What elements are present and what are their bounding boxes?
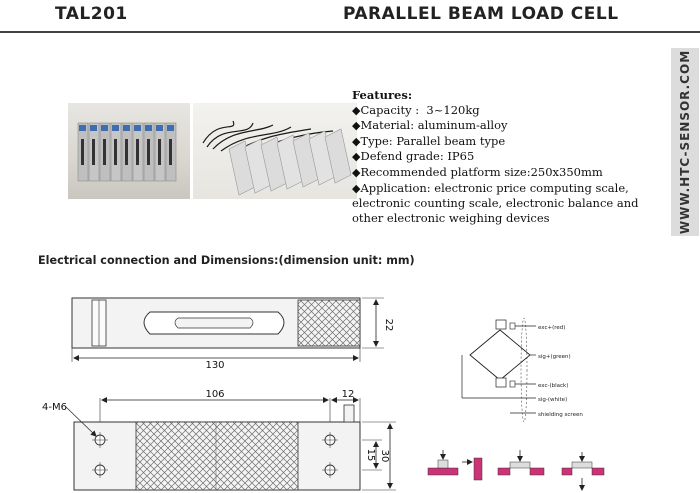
wire-label: exc+(red) bbox=[538, 325, 566, 331]
feature-text: Defend grade: IP65 bbox=[360, 149, 475, 164]
mount-icon-1 bbox=[428, 450, 458, 475]
feature-text: Capacity : 3~120kg bbox=[360, 102, 480, 117]
section-title: Electrical connection and Dimensions:(dimension unit: mm) bbox=[38, 254, 415, 267]
side-view-drawing bbox=[42, 389, 396, 490]
hole-spacing-label: 106 bbox=[205, 389, 225, 400]
wire-label: shielding screen bbox=[538, 412, 583, 418]
feature-text: Application: electronic price computing scale, electronic counting scale, electronic balance and other electronic weighing devices bbox=[352, 180, 639, 225]
top-view-drawing bbox=[72, 298, 394, 371]
installation-icons bbox=[428, 450, 604, 490]
mount-icon-2 bbox=[462, 458, 482, 480]
end-offset-label: 12 bbox=[341, 389, 355, 400]
mount-icon-3 bbox=[498, 450, 544, 475]
diamond-bullet-icon: ◆ bbox=[352, 103, 361, 117]
diamond-bullet-icon: ◆ bbox=[352, 150, 361, 164]
width-label: 30 bbox=[379, 449, 390, 463]
feature-text: Material: aluminum-alloy bbox=[360, 118, 508, 133]
feature-text: Recommended platform size:250x350mm bbox=[360, 164, 603, 179]
height-label: 22 bbox=[383, 318, 394, 332]
feature-text: Type: Parallel beam type bbox=[360, 133, 506, 148]
wire-label: exc-(black) bbox=[538, 383, 569, 389]
website-url: WWW.HTC-SENSOR.COM bbox=[678, 49, 692, 235]
overall-length-label: 130 bbox=[205, 360, 225, 371]
model-number: TAL201 bbox=[55, 4, 128, 24]
wiring-diagram bbox=[462, 318, 583, 422]
diamond-bullet-icon: ◆ bbox=[352, 165, 361, 179]
hole-pitch-label: 15 bbox=[365, 448, 376, 462]
diamond-bullet-icon: ◆ bbox=[352, 134, 361, 148]
diamond-bullet-icon: ◆ bbox=[352, 119, 361, 133]
product-title: PARALLEL BEAM LOAD CELL bbox=[343, 4, 619, 24]
mount-icon-4 bbox=[562, 452, 604, 490]
wire-label: sig-(white) bbox=[538, 397, 568, 403]
diamond-bullet-icon: ◆ bbox=[352, 181, 361, 195]
wire-label: sig+(green) bbox=[538, 354, 571, 360]
thread-label: 4-M6 bbox=[42, 402, 67, 413]
features-heading: Features: bbox=[352, 88, 413, 102]
